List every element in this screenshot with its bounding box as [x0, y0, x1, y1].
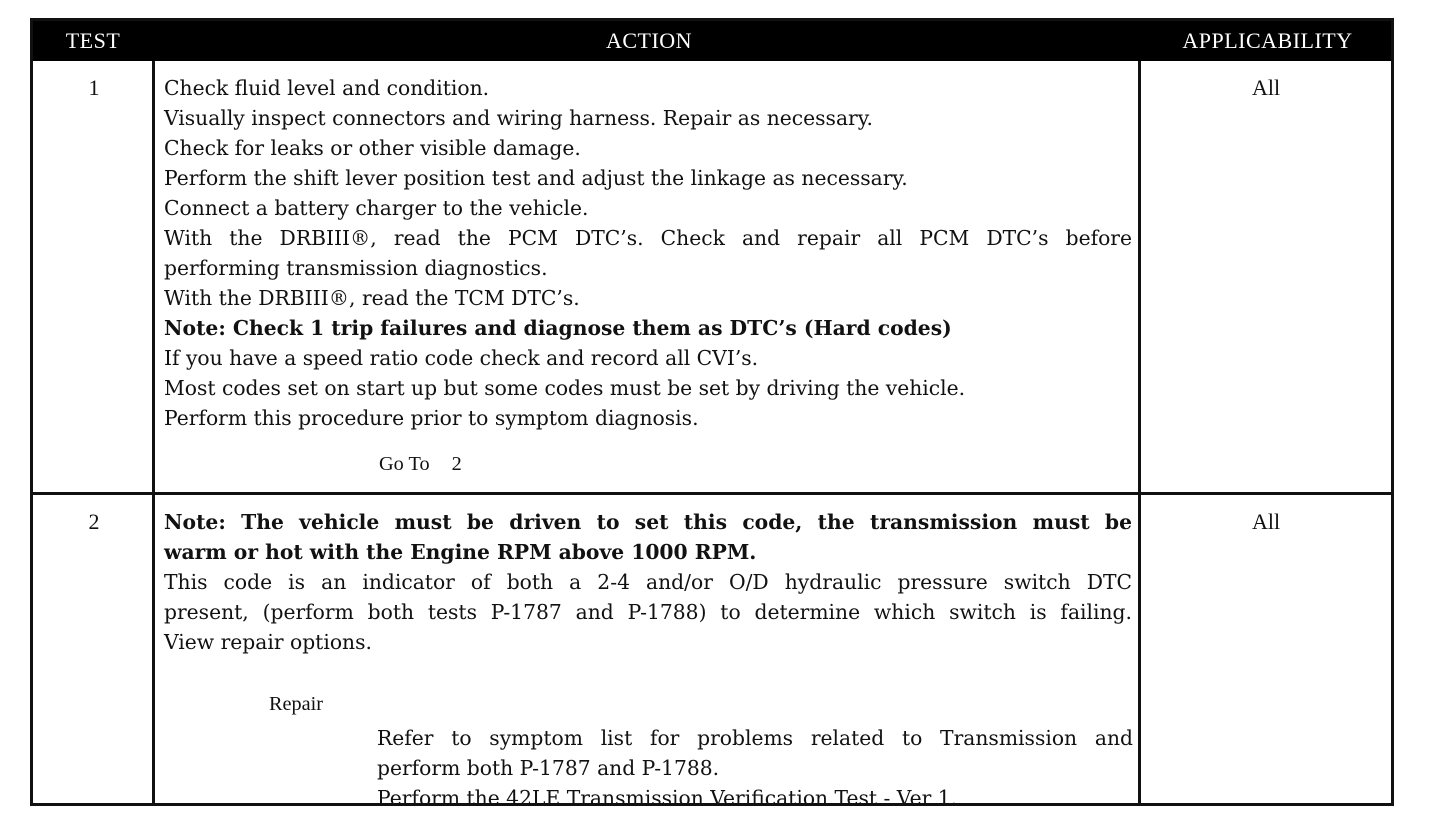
action-line: Check for leaks or other visible damage. [164, 136, 581, 160]
action-line: Most codes set on start up but some codes must be set by driving the vehicle. [164, 376, 966, 400]
note-line: Note: The vehicle must be driven to set this code, the transmission must be [164, 510, 1132, 534]
repair-line: Refer to symptom list for problems related to Transmission and [377, 726, 1133, 750]
action-text [164, 507, 1132, 657]
action-line: If you have a speed ratio code check and record all CVI’s. [164, 346, 759, 370]
action-line: Perform this procedure prior to symptom diagnosis. [164, 406, 699, 430]
header-applicability: APPLICABILITY [1182, 28, 1353, 53]
action-line: Perform the shift lever position test and adjust the linkage as necessary. [164, 166, 908, 190]
goto-step[interactable] [379, 453, 462, 476]
table-header [33, 21, 1391, 61]
action-line: View repair options. [164, 630, 372, 654]
repair-line: Perform the 42LE Transmission Verification Test - Ver 1. [377, 786, 958, 810]
action-line: Connect a battery charger to the vehicle. [164, 196, 589, 220]
table-row [33, 61, 1391, 492]
applicability-value: All [1251, 75, 1281, 100]
diagnostic-table [30, 18, 1394, 810]
action-line: With the DRBIII®, read the TCM DTC’s. [164, 286, 580, 310]
applicability-value: All [1251, 509, 1281, 534]
action-line: Check fluid level and condition. [164, 76, 490, 100]
test-number: 2 [88, 509, 100, 534]
repair-line: perform both P-1787 and P-1788. [377, 756, 720, 780]
action-line: This code is an indicator of both a 2-4 and/or O/D hydraulic pressure switch DTC [164, 570, 1132, 594]
action-line: performing transmission diagnostics. [164, 256, 548, 280]
header-action: ACTION [605, 28, 693, 53]
note-line: Note: Check 1 trip failures and diagnose them as DTC’s (Hard codes) [164, 316, 952, 340]
test-number: 1 [88, 75, 100, 100]
goto-target: 2 [451, 453, 462, 475]
action-text [164, 73, 1132, 433]
table-row [33, 495, 1391, 810]
action-line: With the DRBIII®, read the PCM DTC’s. Check and repair all PCM DTC’s before [164, 226, 1132, 250]
note-line: warm or hot with the Engine RPM above 1000 RPM. [164, 540, 757, 564]
action-line: present, (perform both tests P-1787 and P-1788) to determine which switch is failing. [164, 600, 1132, 624]
header-test: TEST [65, 28, 121, 53]
repair-label: Repair [269, 693, 324, 715]
goto-label: Go To [379, 453, 430, 475]
repair-options [377, 723, 1133, 813]
action-line: Visually inspect connectors and wiring harness. Repair as necessary. [164, 106, 873, 130]
